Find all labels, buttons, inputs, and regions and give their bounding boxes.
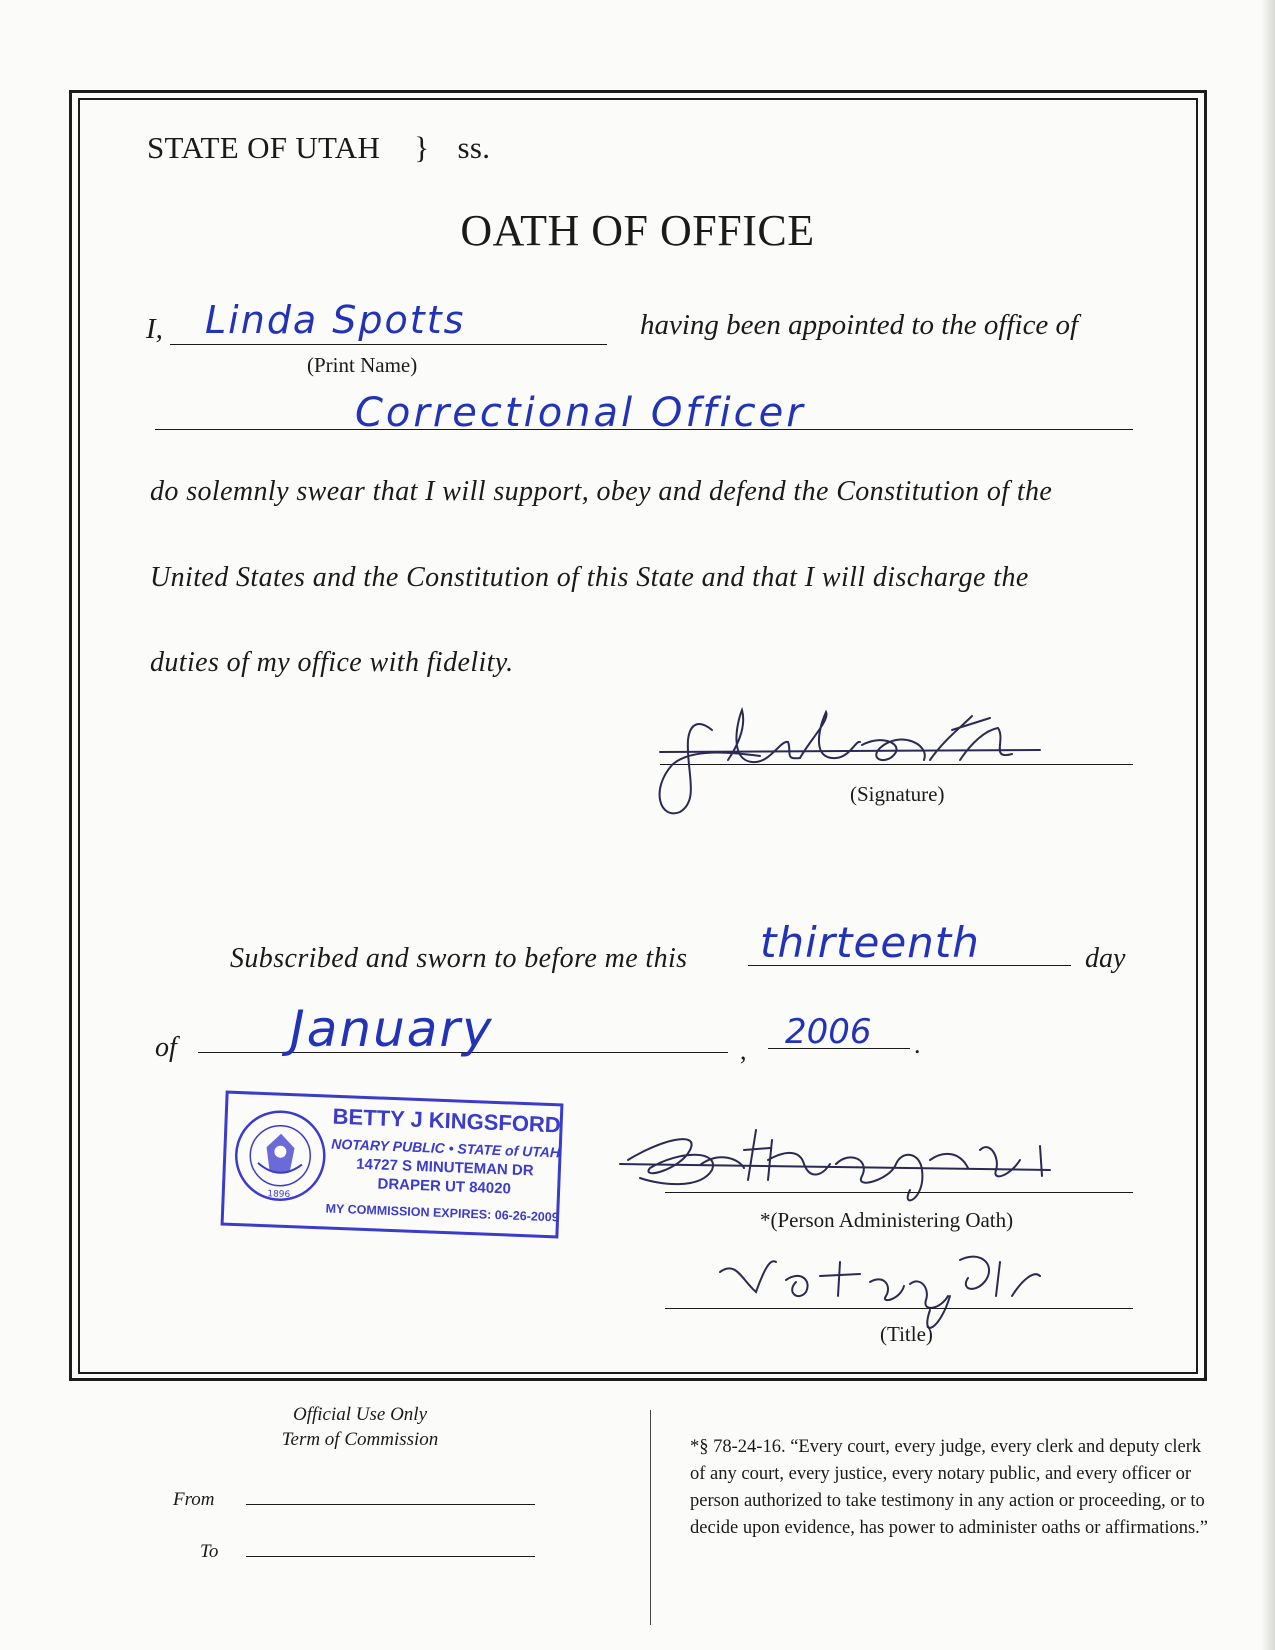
appointed-text: having been appointed to the office of — [640, 309, 1079, 341]
svg-text:1896: 1896 — [267, 1189, 291, 1201]
handwritten-month: January — [290, 1000, 494, 1058]
term-label: Term of Commission — [281, 1429, 439, 1450]
state-name: STATE OF UTAH — [147, 130, 381, 165]
title-line — [665, 1308, 1133, 1309]
notary-name: BETTY J KINGSFORD — [332, 1103, 562, 1138]
handwritten-day: thirteenth — [760, 918, 980, 967]
administering-line — [665, 1192, 1133, 1193]
official-use-label: Official Use Only — [292, 1404, 428, 1425]
administering-caption: *(Person Administering Oath) — [760, 1208, 1014, 1232]
to-line — [246, 1556, 535, 1557]
footer-divider — [650, 1410, 651, 1625]
oath-text-line-2: United States and the Constitution of this State and that I will discharge the — [150, 562, 1029, 593]
to-label: To — [200, 1541, 219, 1562]
handwritten-name: Linda Spotts — [205, 298, 466, 342]
sworn-text: Subscribed and sworn to before me this — [230, 943, 688, 974]
day-label: day — [1085, 943, 1126, 974]
handwritten-year: 2006 — [785, 1012, 872, 1052]
ss-label: ss. — [457, 130, 491, 165]
oath-text-line-3: duties of my office with fidelity. — [150, 647, 514, 678]
oath-text-line-1: do solemnly swear that I will support, obey and defend the Constitution of the — [150, 476, 1053, 507]
brace: } — [414, 130, 430, 165]
title-caption: (Title) — [880, 1322, 933, 1346]
oath-prefix: I, — [146, 313, 163, 345]
print-name-caption: (Print Name) — [307, 353, 418, 377]
of-label: of — [155, 1032, 177, 1063]
commission-expires: MY COMMISSION EXPIRES: 06-26-2009 — [325, 1201, 559, 1225]
statute-note: *§ 78-24-16. “Every court, every judge, every clerk and deputy clerk of any court, every justice, every notary public, and every officer or person authorized to take testimony in any action or proceeding, or to decide upon evidence, has power to administer oaths or affirmations.” — [690, 1437, 1209, 1538]
notary-city: DRAPER UT 84020 — [377, 1175, 512, 1198]
document-title: OATH OF OFFICE — [460, 206, 815, 255]
notary-street: 14727 S MINUTEMAN DR — [355, 1155, 534, 1180]
from-label: From — [173, 1489, 215, 1510]
handwritten-office: Correctional Officer — [355, 390, 806, 436]
date-period: . — [914, 1030, 921, 1059]
date-comma: , — [740, 1036, 747, 1065]
notary-title: NOTARY PUBLIC • STATE of UTAH — [330, 1135, 561, 1161]
signature-caption: (Signature) — [850, 782, 945, 806]
from-line — [246, 1504, 535, 1505]
